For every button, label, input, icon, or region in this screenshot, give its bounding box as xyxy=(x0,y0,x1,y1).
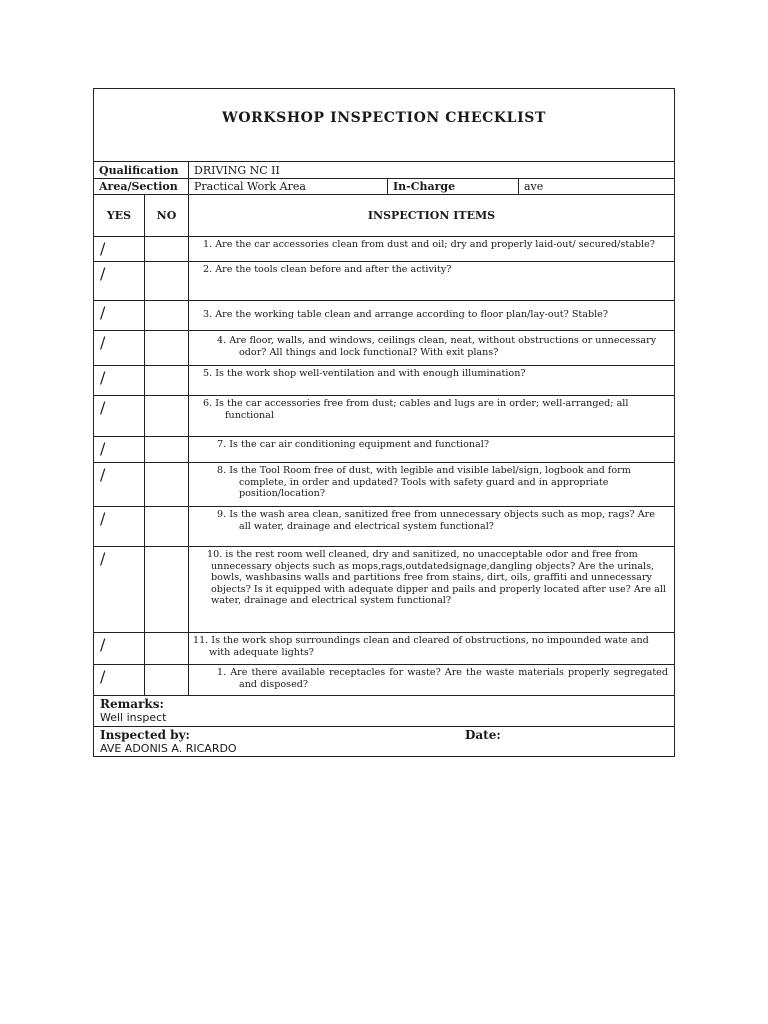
inspection-item xyxy=(188,262,674,300)
yes-cell xyxy=(94,507,144,546)
no-cell xyxy=(144,396,188,436)
inspection-item xyxy=(188,331,674,365)
no-cell xyxy=(144,237,188,261)
table-row xyxy=(94,633,674,665)
inspection-item xyxy=(188,665,674,695)
remarks-value: Well inspect xyxy=(100,711,167,724)
table-row xyxy=(94,547,674,633)
qualification-row xyxy=(94,162,674,179)
yes-cell xyxy=(94,301,144,330)
table-row xyxy=(94,463,674,507)
page-title: WORKSHOP INSPECTION CHECKLIST xyxy=(222,110,546,126)
yes-mark: / xyxy=(100,368,106,387)
area-label: Area/Section xyxy=(99,180,178,193)
table-row xyxy=(94,237,674,262)
inspection-item-text: 2. Are the tools clean before and after the activity? xyxy=(203,264,452,275)
yes-mark: / xyxy=(100,667,106,686)
inspection-item-text: 6. Is the car accessories free from dust; cables and lugs are in order; well-arranged; all functional xyxy=(203,398,629,421)
yes-cell xyxy=(94,633,144,664)
yes-cell xyxy=(94,331,144,365)
table-row xyxy=(94,262,674,301)
qualification-value: DRIVING NC II xyxy=(188,162,674,178)
column-no: NO xyxy=(144,195,188,236)
inspected-by-section xyxy=(94,727,674,756)
inspection-item-text: 4. Are floor, walls, and windows, ceilings clean, neat, without obstructions or unnecessary odor? All things and lock functional? With exit plans? xyxy=(217,335,657,358)
date-label: Date: xyxy=(465,728,501,742)
table-row xyxy=(94,331,674,366)
yes-cell xyxy=(94,665,144,695)
yes-mark: / xyxy=(100,439,106,458)
inspected-by-value: AVE ADONIS A. RICARDO xyxy=(100,742,237,755)
no-cell xyxy=(144,331,188,365)
yes-cell xyxy=(94,237,144,261)
yes-mark: / xyxy=(100,549,106,568)
inspection-item xyxy=(188,366,674,395)
yes-mark: / xyxy=(100,398,106,417)
no-cell xyxy=(144,633,188,664)
column-header-row xyxy=(94,195,674,237)
inspection-item xyxy=(188,301,674,330)
inspection-item-text: 1. Are there available receptacles for waste? Are the waste materials properly segregated and disposed? xyxy=(217,667,668,690)
inspection-items-list xyxy=(94,237,674,696)
yes-mark: / xyxy=(100,239,106,258)
yes-cell xyxy=(94,366,144,395)
inspection-item xyxy=(188,507,674,546)
table-row xyxy=(94,301,674,331)
table-row xyxy=(94,396,674,437)
inspection-item xyxy=(188,396,674,436)
table-row xyxy=(94,665,674,696)
inspection-item-text: 9. Is the wash area clean, sanitized free from unnecessary objects such as mop, rags? Are all water, drainage and electrical system functional? xyxy=(217,509,655,532)
yes-mark: / xyxy=(100,264,106,283)
no-cell xyxy=(144,547,188,632)
yes-cell xyxy=(94,463,144,506)
inspection-item-text: 11. Is the work shop surroundings clean and cleared of obstructions, no impounded wate and with adequate lights? xyxy=(193,635,649,658)
table-row xyxy=(94,366,674,396)
inspection-item xyxy=(188,633,674,664)
inspection-item-text: 3. Are the working table clean and arrange according to floor plan/lay-out? Stable? xyxy=(203,309,609,320)
no-cell xyxy=(144,665,188,695)
yes-mark: / xyxy=(100,509,106,528)
yes-cell xyxy=(94,437,144,462)
inspection-item xyxy=(188,547,674,632)
inspection-item-text: 7. Is the car air conditioning equipment and functional? xyxy=(217,439,489,450)
inspection-item xyxy=(188,437,674,462)
remarks-section xyxy=(94,696,674,727)
area-row xyxy=(94,179,674,195)
yes-cell xyxy=(94,396,144,436)
qualification-label: Qualification xyxy=(99,163,179,177)
incharge-label: In-Charge xyxy=(387,179,518,194)
no-cell xyxy=(144,507,188,546)
inspection-item xyxy=(188,463,674,506)
no-cell xyxy=(144,366,188,395)
yes-mark: / xyxy=(100,465,106,484)
inspection-item-text: 5. Is the work shop well-ventilation and with enough illumination? xyxy=(203,368,526,379)
title-row xyxy=(94,89,674,162)
inspected-by-label: Inspected by: xyxy=(100,728,190,742)
no-cell xyxy=(144,463,188,506)
area-value: Practical Work Area xyxy=(188,179,387,194)
yes-cell xyxy=(94,547,144,632)
inspection-item-text: 1. Are the car accessories clean from dust and oil; dry and properly laid-out/ secured/stable? xyxy=(203,239,655,250)
inspection-item-text: 10. is the rest room well cleaned, dry and sanitized, no unacceptable odor and free from unnecessary objects such as mops,rags,outdatedsignage,dangling objects? Are the urinals, bowls, washbasins walls and partitions free from stains, dirt, oils, graffiti and unnecessary objects? Is it equipped with adequate dipper and pails and properly located after use? Are all water, drainage and electrical system functional? xyxy=(207,549,666,607)
remarks-label: Remarks: xyxy=(100,697,164,711)
no-cell xyxy=(144,262,188,300)
table-row xyxy=(94,507,674,547)
yes-cell xyxy=(94,262,144,300)
column-yes: YES xyxy=(106,209,132,222)
yes-mark: / xyxy=(100,303,106,322)
no-cell xyxy=(144,437,188,462)
column-inspection-items: INSPECTION ITEMS xyxy=(188,195,674,236)
yes-mark: / xyxy=(100,635,106,654)
inspection-item-text: 8. Is the Tool Room free of dust, with legible and visible label/sign, logbook and form complete, in order and updated? Tools with safety guard and in appropriate position/location? xyxy=(217,465,631,500)
inspection-item xyxy=(188,237,674,261)
table-row xyxy=(94,437,674,463)
no-cell xyxy=(144,301,188,330)
yes-mark: / xyxy=(100,333,106,352)
inspection-checklist-form xyxy=(93,88,675,757)
incharge-value: ave xyxy=(518,179,674,194)
